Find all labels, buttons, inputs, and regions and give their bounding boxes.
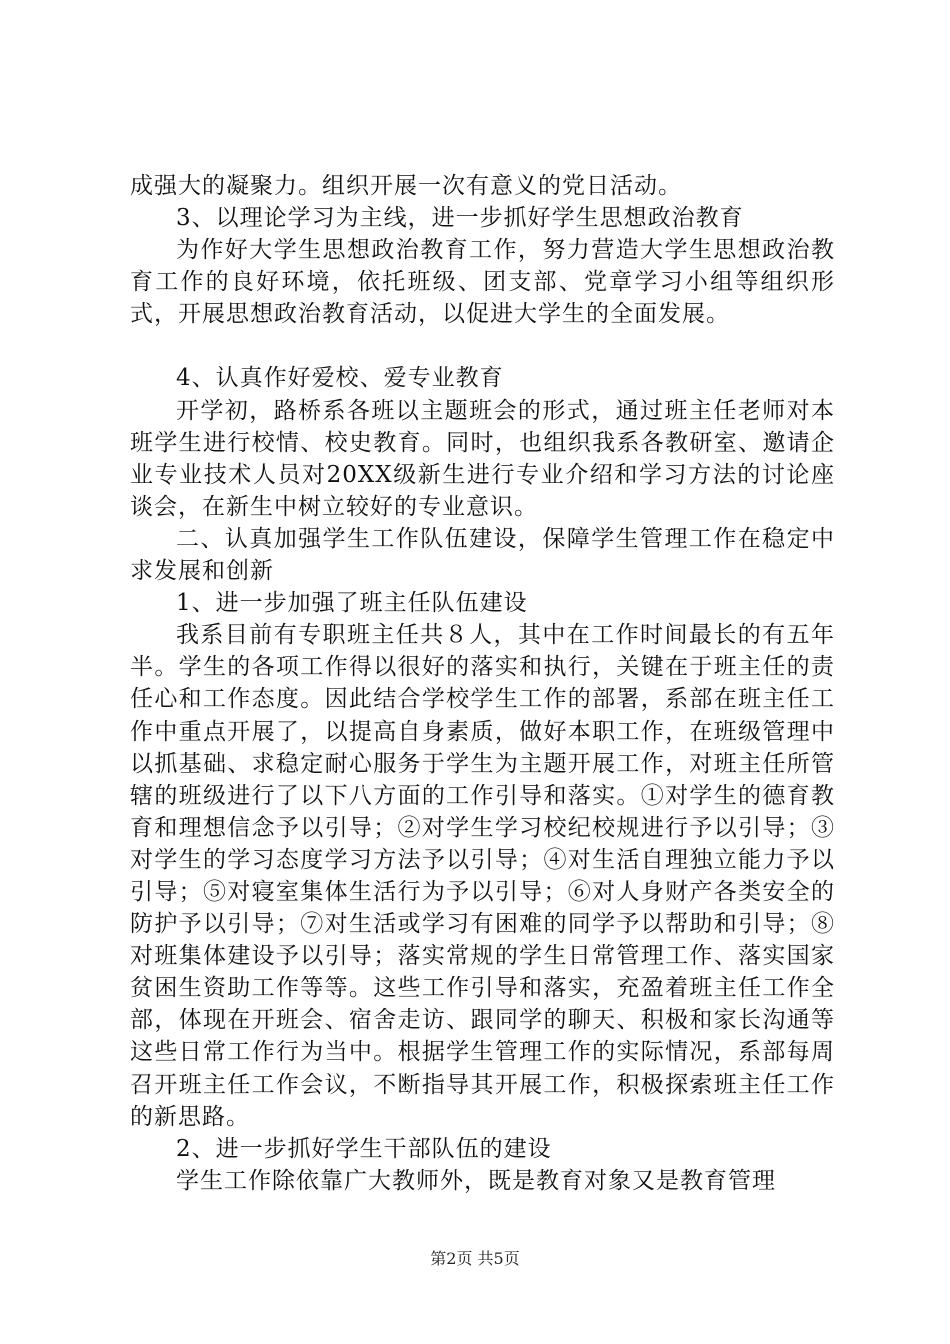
- paragraph-school-major-education: 开学初，路桥系各班以主题班会的形式，通过班主任老师对本班学生进行校情、校史教育。同时，也组织我系各教研室、邀请企业专业技术人员对20XX级新生进行专业介绍和学习方法的讨论座谈会，在新生中树立较好的专业意识。: [130, 397, 835, 520]
- page-number-footer: 第2页 共5页: [430, 1249, 520, 1268]
- paragraph-ideology-education: 为作好大学生思想政治教育工作，努力营造大学生思想政治教育工作的良好环境，依托班级、团支部、党章学习小组等组织形式，开展思想政治教育活动，以促进大学生的全面发展。: [130, 237, 835, 328]
- section-heading-4: 4、认真作好爱校、爱专业教育: [176, 365, 504, 392]
- paragraph-spacer: [130, 330, 835, 362]
- document-body: [130, 170, 835, 1197]
- paragraph-continuation: 成强大的凝聚力。组织开展一次有意义的党日活动。: [130, 173, 682, 199]
- paragraph-class-teacher-team: 我系目前有专职班主任共８人，其中在工作时间最长的有五年半。学生的各项工作得以很好的落实和执行，关键在于班主任的责任心和工作态度。因此结合学校学生工作的部署，系部在班主任工作中重点开展了，以提高自身素质，做好本职工作，在班级管理中以抓基础、求稳定耐心服务于学生为主题开展工作，对班主任所管辖的班级进行了以下八方面的工作引导和落实。①对学生的德育教育和理想信念予以引导；②对学生学习校纪校规进行予以引导；③对学生的学习态度学习方法予以引导；④对生活自理独立能力予以引导；⑤对寝室集体生活行为予以引导；⑥对人身财产各类安全的防护予以引导；⑦对生活或学习有困难的同学予以帮助和引导；⑧对班集体建设予以引导；落实常规的学生日常管理工作、落实国家贫困生资助工作等等。这些工作引导和落实，充盈着班主任工作全部，体现在开班会、宿舍走访、跟同学的聊天、积极和家长沟通等这些日常工作行为当中。根据学生管理工作的实际情况，系部每周召开班主任工作会议，不断指导其开展工作，积极探索班主任工作的新思路。: [130, 622, 835, 1130]
- section-heading-2-2: 2、进一步抓好学生干部队伍的建设: [176, 1135, 552, 1162]
- section-heading-2-1: 1、进一步加强了班主任队伍建设: [176, 590, 528, 617]
- section-heading-part-two: 二、认真加强学生工作队伍建设，保障学生管理工作在稳定中求发展和创新: [130, 525, 835, 585]
- section-heading-3: 3、以理论学习为主线，进一步抓好学生思想政治教育: [176, 205, 744, 232]
- paragraph-student-cadre: 学生工作除依靠广大教师外，既是教育对象又是教育管理: [176, 1167, 776, 1194]
